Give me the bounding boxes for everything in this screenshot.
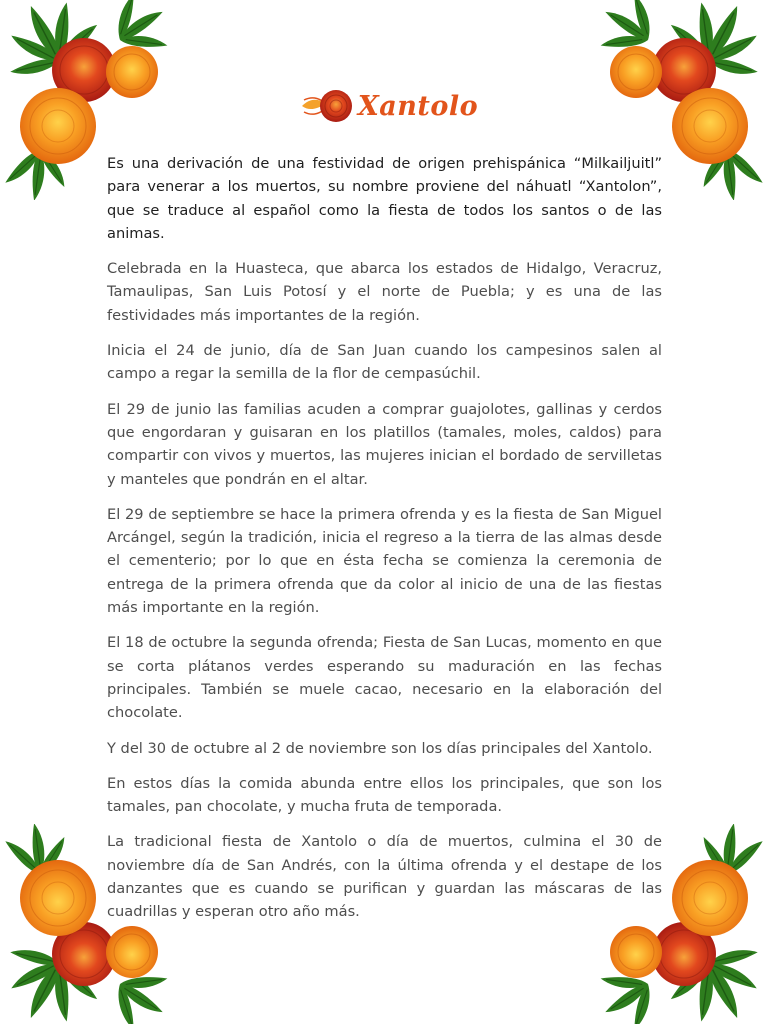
paragraph-region: Celebrada en la Huasteca, que abarca los estados de Hidalgo, Veracruz, Tamaulipas, San Luis Potosí y el norte de Puebla; y es una de las festividades más importantes de la región. — [107, 260, 662, 324]
paragraph-origin: Es una derivación de una festividad de origen prehispánica “Milkailjuitl” para venerar a los muertos, su nombre proviene del náhuatl “Xantolon”, que se traduce al español como la fiesta de todos los santos o de las animas. — [107, 155, 662, 242]
body-text — [107, 152, 662, 936]
paragraph-june-29: El 29 de junio las familias acuden a comprar guajolotes, gallinas y cerdos que engordaran y guisaran en los platillos (tamales, moles, caldos) para compartir con vivos y muertos, las mujeres inician el bordado de servilletas y manteles que pondrán en el altar. — [107, 400, 662, 488]
paragraph-main-days: Y del 30 de octubre al 2 de noviembre son los días principales del Xantolo. — [107, 739, 653, 757]
title-block — [0, 86, 768, 126]
title-row — [300, 86, 478, 126]
paragraph-june-24: Inicia el 24 de junio, día de San Juan cuando los campesinos salen al campo a regar la semilla de la flor de cempasúchil. — [107, 342, 662, 383]
paragraph-september-29: El 29 de septiembre se hace la primera ofrenda y es la fiesta de San Miguel Arcángel, según la tradición, inicia el regreso a la tierra de las almas desde el cementerio; por lo que en ésta fecha se comienza la ceremonia de entrega de la primera ofrenda que da color al inicio de una de las fiestas más importante en la región. — [107, 505, 662, 617]
paragraph-october-18: El 18 de octubre la segunda ofrenda; Fiesta de San Lucas, momento en que se corta plátanos verdes esperando su maduración en las fechas principales. También se muele cacao, necesario en la elaboración del chocolate. — [107, 634, 662, 722]
paragraph-food: En estos días la comida abunda entre ellos los principales, que son los tamales, pan chocolate, y mucha fruta de temporada. — [107, 774, 662, 816]
paragraph-closing: La tradicional fiesta de Xantolo o día de muertos, culmina el 30 de noviembre día de San Andrés, con la última ofrenda y el destape de los danzantes que es cuando se purifican y guardan las máscaras de las cuadrillas y esperan otro año más. — [107, 833, 662, 921]
marigold-icon — [300, 86, 356, 126]
page-title: Xantolo — [357, 90, 479, 122]
